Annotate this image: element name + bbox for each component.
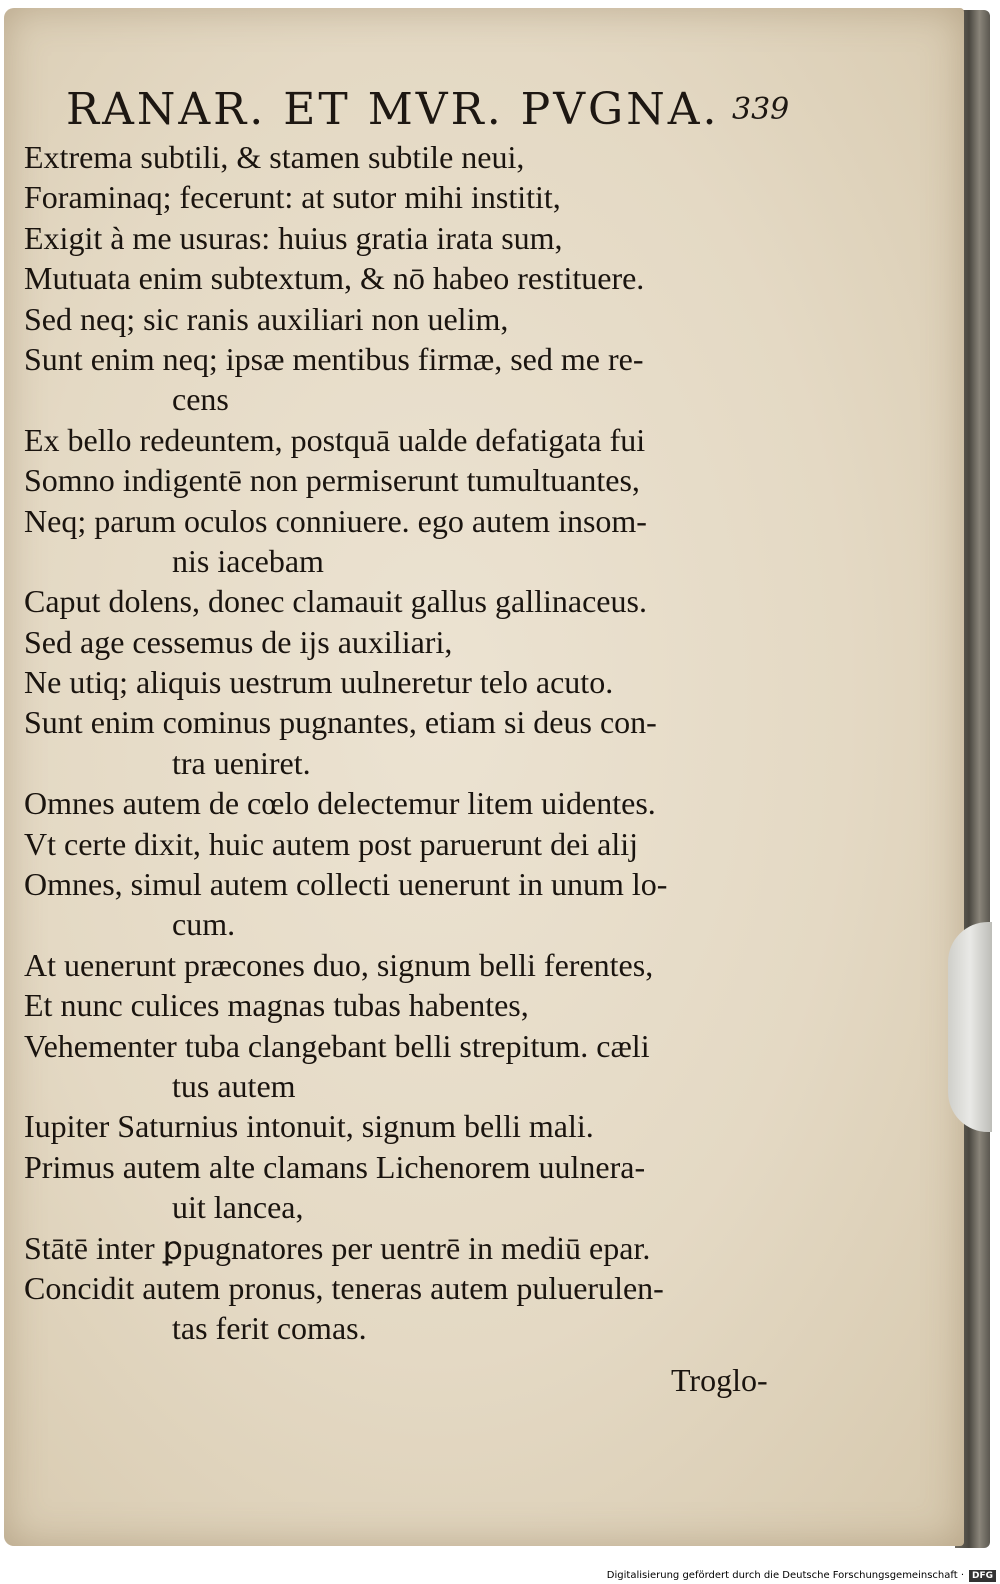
verse-line-continuation: cens [172,381,229,418]
verse-line-continuation: tra ueniret. [172,744,311,781]
verse-text-block [24,137,824,1349]
verse-line: At uenerunt præcones duo, signum belli ferentes, [24,946,654,983]
verse-line: Sunt enim neq; ipsæ mentibus firmæ, sed me re- [24,340,644,377]
verse-line-continuation: uit lancea, [172,1189,304,1226]
verse-line: Ne utiq; aliquis uestrum uulneretur telo acuto. [24,664,614,701]
digitization-credit: Digitalisierung gefördert durch die Deutsche Forschungsgemeinschaft · [606,1570,964,1581]
verse-line: Exigit à me usuras: huius gratia irata sum, [24,219,563,256]
verse-line: Vehementer tuba clangebant belli strepitum. cæli [24,1027,650,1064]
verse-line: Concidit autem pronus, teneras autem puluerulen- [24,1269,664,1306]
catchword: Troglo- [671,1362,768,1398]
verse-line: Mutuata enim subtextum, & nō habeo restituere. [24,260,645,297]
verse-line: Vt certe dixit, huic autem post paruerunt dei alij [24,825,639,862]
verse-line: Primus autem alte clamans Lichenorem uulnera- [24,1148,646,1185]
verse-line: Iupiter Saturnius intonuit, signum belli mali. [24,1108,594,1145]
dfg-logo: DFG [969,1570,996,1582]
verse-line: Sunt enim cominus pugnantes, etiam si deus con- [24,704,657,741]
verse-line: Sed age cessemus de ijs auxiliari, [24,623,453,660]
verse-line: Omnes, simul autem collecti uenerunt in unum lo- [24,866,668,903]
verse-line: Et nunc culices magnas tubas habentes, [24,987,529,1024]
verse-line: Omnes autem de cœlo delectemur litem uidentes. [24,785,656,822]
verse-line-continuation: tus autem [172,1067,296,1104]
verse-line: Somno indigentē non permiserunt tumultuantes, [24,462,640,499]
running-head: RANAR. ET MVR. PVGNA. [66,84,720,135]
verse-line: Extrema subtili, & stamen subtile neui, [24,139,525,175]
verse-line: Sed neq; sic ranis auxiliari non uelim, [24,300,509,337]
verse-line-continuation: nis iacebam [172,542,324,579]
verse-line-continuation: tas ferit comas. [172,1310,367,1347]
page-number: 339 [732,92,790,127]
verse-line: Stātē inter ꝑpugnatores per uentrē in mediū epar. [24,1229,651,1266]
verse-line: Caput dolens, donec clamauit gallus gallinaceus. [24,583,647,620]
verse-line: Ex bello redeuntem, postquā ualde defatigata fui [24,421,646,458]
verse-line: Foraminaq; fecerunt: at sutor mihi institit, [24,179,561,216]
verse-line: Neq; parum oculos conniuere. ego autem insom- [24,502,647,539]
verse-line-continuation: cum. [172,906,236,943]
page-tab-marker [948,922,992,1132]
